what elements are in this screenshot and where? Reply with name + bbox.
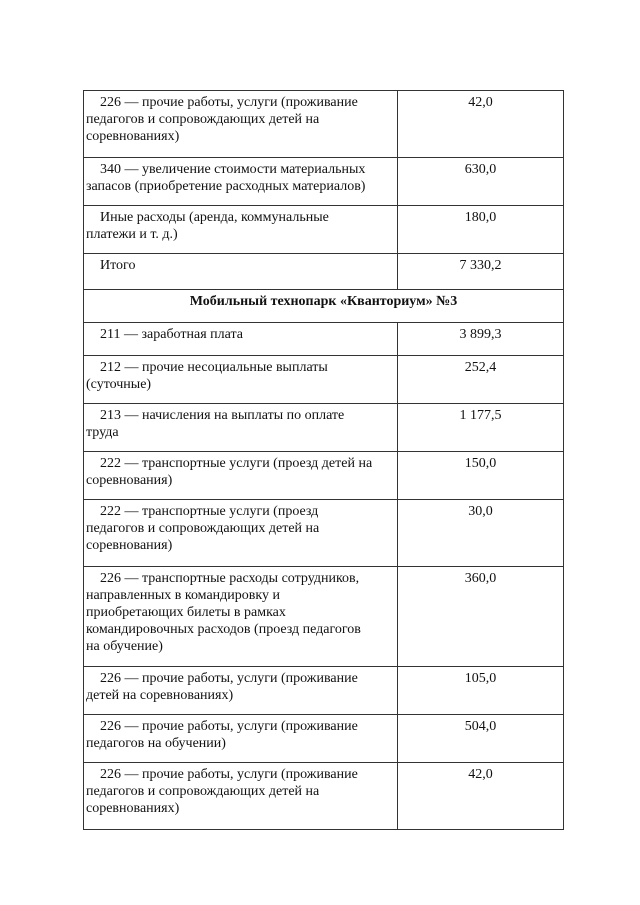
expense-description: 222 — транспортные услуги (проезд детей на соревнования): [84, 452, 398, 500]
table-row: [84, 715, 564, 763]
expense-amount: 105,0: [398, 667, 564, 715]
table-row: [84, 158, 564, 206]
expense-description: 340 — увеличение стоимости материальных запасов (приобретение расходных материалов): [84, 158, 398, 206]
expense-description: 226 — транспортные расходы сотрудников, направленных в командировку и приобретающих билеты в рамках командировочных расходов (проезд педагогов на обучение): [84, 567, 398, 667]
expense-description: 226 — прочие работы, услуги (проживание педагогов на обучении): [84, 715, 398, 763]
expense-description: 212 — прочие несоциальные выплаты (суточные): [84, 356, 398, 404]
table-row: [84, 667, 564, 715]
section-title: Мобильный технопарк «Кванториум» №3: [84, 290, 564, 323]
expense-amount: 3 899,3: [398, 323, 564, 356]
expense-amount: 1 177,5: [398, 404, 564, 452]
expense-description: Иные расходы (аренда, коммунальные платежи и т. д.): [84, 206, 398, 254]
expense-amount: 630,0: [398, 158, 564, 206]
expense-description: 226 — прочие работы, услуги (проживание педагогов и сопровождающих детей на соревнованиях): [84, 763, 398, 830]
table-row: [84, 567, 564, 667]
expense-amount: 150,0: [398, 452, 564, 500]
expense-description: 213 — начисления на выплаты по оплате труда: [84, 404, 398, 452]
table-row: [84, 404, 564, 452]
total-label: Итого: [84, 254, 398, 290]
expense-amount: 252,4: [398, 356, 564, 404]
expense-amount: 42,0: [398, 91, 564, 158]
expense-description: 226 — прочие работы, услуги (проживание педагогов и сопровождающих детей на соревнованиях): [84, 91, 398, 158]
table-row: [84, 763, 564, 830]
section-header-row: [84, 290, 564, 323]
expense-description: 222 — транспортные услуги (проезд педагогов и сопровождающих детей на соревнования): [84, 500, 398, 567]
budget-table: [83, 90, 564, 830]
expense-description: 226 — прочие работы, услуги (проживание детей на соревнованиях): [84, 667, 398, 715]
table-row: [84, 91, 564, 158]
expense-description: 211 — заработная плата: [84, 323, 398, 356]
expense-amount: 42,0: [398, 763, 564, 830]
table-row: [84, 452, 564, 500]
table-row: [84, 500, 564, 567]
expense-amount: 180,0: [398, 206, 564, 254]
expense-amount: 30,0: [398, 500, 564, 567]
table-row: [84, 323, 564, 356]
expense-amount: 360,0: [398, 567, 564, 667]
table-row: [84, 206, 564, 254]
expense-amount: 504,0: [398, 715, 564, 763]
total-amount: 7 330,2: [398, 254, 564, 290]
total-row: [84, 254, 564, 290]
table-row: [84, 356, 564, 404]
